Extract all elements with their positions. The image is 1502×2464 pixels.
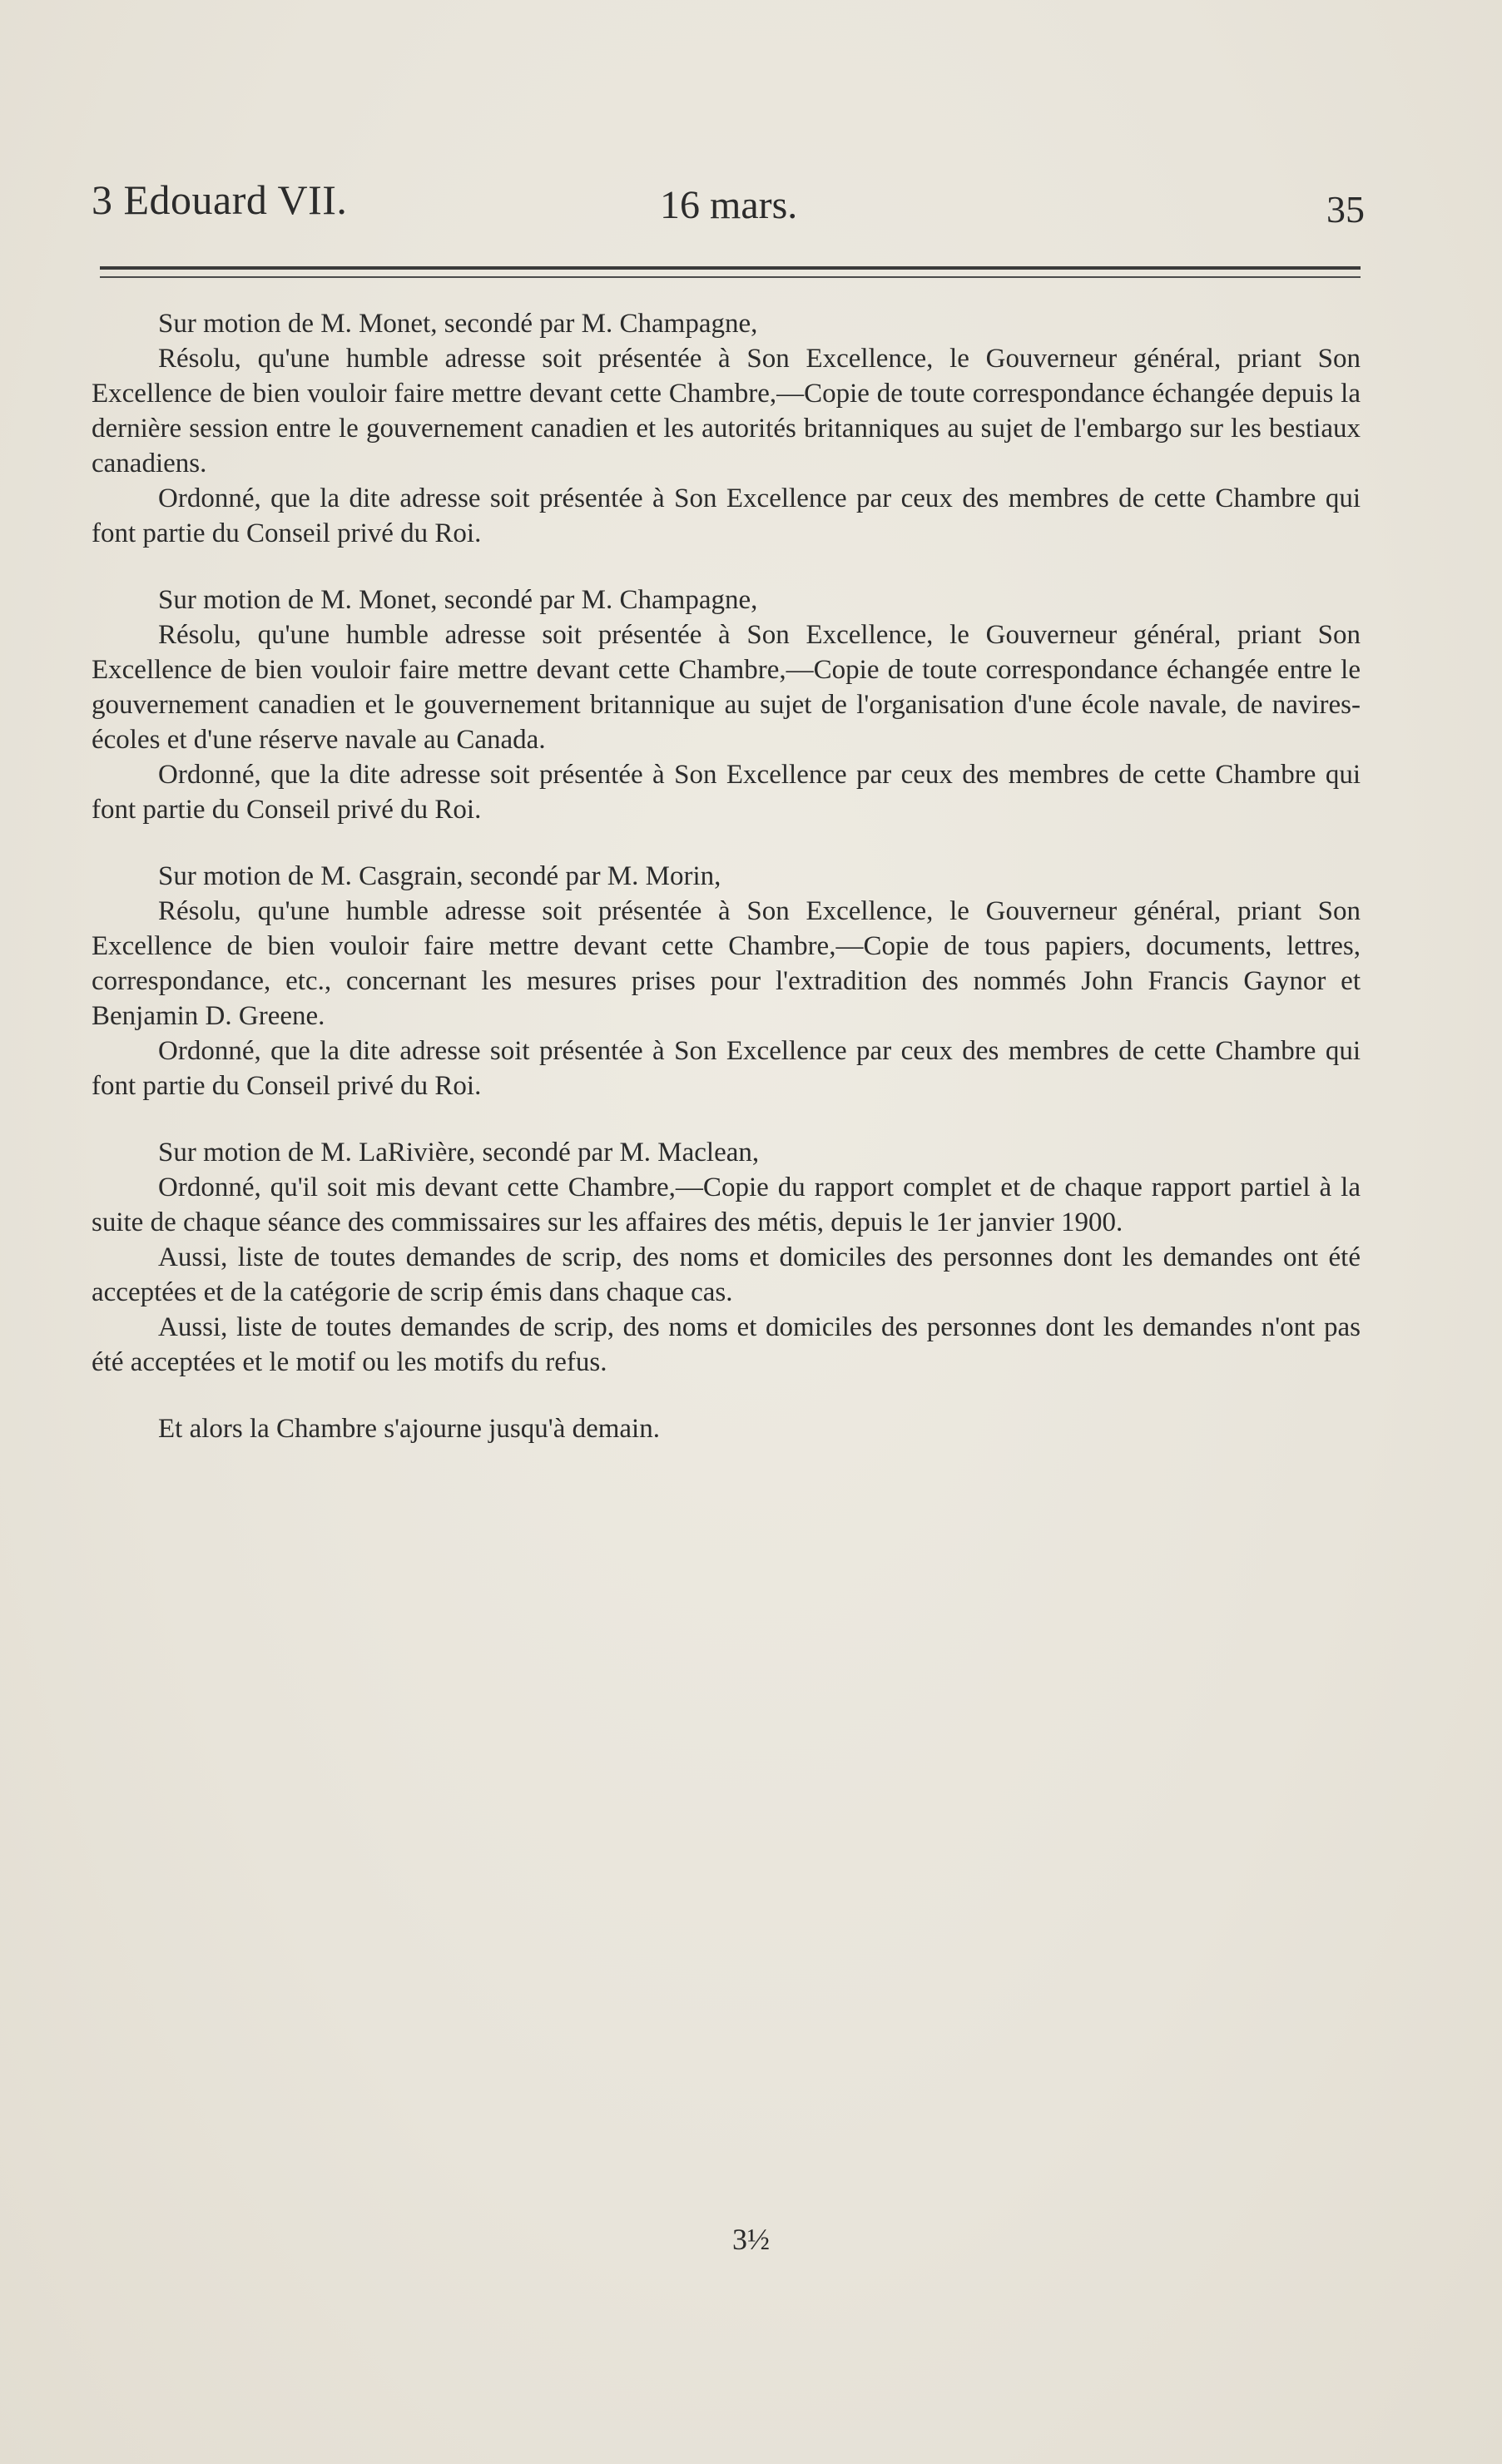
resolution-paragraph: Résolu, qu'une humble adresse soit présentée à Son Excellence, le Gouverneur général, priant Son Excellence de bien vouloir faire mettre devant cette Chambre,—Copie de toute correspondance échangée depuis la dernière session entre le gouvernement canadien et les autorités britanniques au sujet de l'embargo sur les bestiaux canadiens. (92, 344, 1361, 478)
journal-body (92, 306, 1361, 1446)
list-paragraph: Aussi, liste de toutes demandes de scrip, des noms et domiciles des personnes dont les demandes ont été acceptées et de la catégorie de scrip émis dans chaque cas. (92, 1242, 1361, 1307)
adjournment-text: Et alors la Chambre s'ajourne jusqu'à demain. (158, 1414, 660, 1444)
order-paragraph: Ordonné, que la dite adresse soit présentée à Son Excellence par ceux des membres de cette Chambre qui font partie du Conseil privé du Roi. (92, 760, 1361, 825)
header-rule-thin (100, 276, 1361, 278)
header-page-number: 35 (1326, 188, 1365, 231)
order-paragraph: Ordonné, que la dite adresse soit présentée à Son Excellence par ceux des membres de cette Chambre qui font partie du Conseil privé du Roi. (92, 1036, 1361, 1101)
order-paragraph: Ordonné, qu'il soit mis devant cette Chambre,—Copie du rapport complet et de chaque rapport partiel à la suite de chaque séance des commissaires sur les affaires des métis, depuis le 1er janvier 1900. (92, 1173, 1361, 1237)
motion-section-3 (92, 859, 1361, 1103)
header-rule (100, 266, 1361, 283)
motion-heading: Sur motion de M. LaRivière, secondé par M. Maclean, (158, 1138, 760, 1168)
header-rule-thick (100, 266, 1361, 270)
motion-section-2 (92, 583, 1361, 827)
resolution-paragraph: Résolu, qu'une humble adresse soit présentée à Son Excellence, le Gouverneur général, priant Son Excellence de bien vouloir faire mettre devant cette Chambre,—Copie de tous papiers, documents, lettres, correspondance, etc., concernant les mesures prises pour l'extradition des nommés John Francis Gaynor et Benjamin D. Greene. (92, 896, 1361, 1031)
signature-mark: 3½ (732, 2223, 770, 2256)
resolution-paragraph: Résolu, qu'une humble adresse soit présentée à Son Excellence, le Gouverneur général, priant Son Excellence de bien vouloir faire mettre devant cette Chambre,—Copie de toute correspondance échangée entre le gouvernement canadien et le gouvernement britannique au sujet de l'organisation d'une école navale, de navires-écoles et d'une réserve navale au Canada. (92, 620, 1361, 755)
order-paragraph: Ordonné, que la dite adresse soit présentée à Son Excellence par ceux des membres de cette Chambre qui font partie du Conseil privé du Roi. (92, 483, 1361, 548)
header-regnal-year: 3 Edouard VII. (92, 176, 348, 223)
motion-heading: Sur motion de M. Monet, secondé par M. Champagne, (158, 585, 758, 615)
motion-section-4 (92, 1135, 1361, 1380)
motion-section-1 (92, 306, 1361, 551)
page-header (92, 171, 1365, 237)
header-date: 16 mars. (660, 183, 798, 227)
motion-heading: Sur motion de M. Monet, secondé par M. Champagne, (158, 309, 758, 339)
list-paragraph: Aussi, liste de toutes demandes de scrip, des noms et domiciles des personnes dont les demandes n'ont pas été acceptées et le motif ou les motifs du refus. (92, 1312, 1361, 1377)
adjournment (92, 1411, 1361, 1446)
motion-heading: Sur motion de M. Casgrain, secondé par M. Morin, (158, 861, 721, 891)
